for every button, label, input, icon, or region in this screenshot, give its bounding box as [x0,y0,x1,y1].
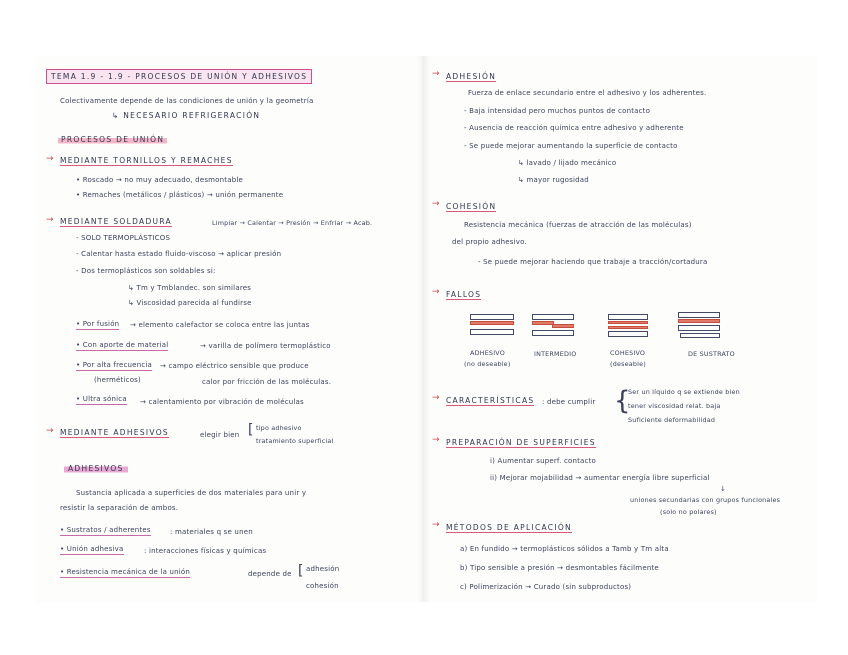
frecuencia-desc: → campo eléctrico sensible que produce [160,362,309,370]
resistencia-label: • Resistencia mecánica de la unión [60,568,191,576]
arrow-icon: → [432,520,440,530]
cohesion-heading: COHESIÓN [446,202,497,211]
caracteristica-3: Suficiente deformabilidad [628,416,716,424]
arrow-icon: → [46,154,54,164]
prep-item-1: i) Aumentar superf. contacto [490,457,597,465]
fallos-heading: FALLOS [446,290,482,299]
metodo-polimerizacion: c) Polimerización → Curado (sin subproductos) [460,583,632,591]
union-desc: : interacciones físicas y químicas [144,547,267,555]
adhesivos-heading: ADHESIVOS [64,464,128,473]
baja-intensidad: - Baja intensidad pero muchos puntos de contacto [464,107,651,115]
fallo-cohesivo-note: (deseable) [610,360,646,368]
sustratos-label: • Sustratos / adherentes [60,526,151,534]
lijado-note: ↳ lavado / lijado mecánico [518,159,617,167]
tornillos-heading: MEDIANTE TORNILLOS Y REMACHES [60,156,233,165]
arrow-icon: → [46,426,54,436]
soldadura-heading: MEDIANTE SOLDADURA [60,217,172,226]
resistencia-mecanica: Resistencia mecánica (fuerzas de atracción de las moléculas) [464,221,692,229]
procesos-heading: PROCESOS DE UNIÓN [58,135,167,144]
arrow-icon: → [432,393,440,403]
depende-de: depende de [248,570,292,578]
arrow-icon: → [432,69,440,79]
fusion-desc: → elemento calefactor se coloca entre las juntas [130,321,310,329]
propio-adhesivo: del propio adhesivo. [452,238,527,246]
mejorar-superficie: - Se puede mejorar aumentando la superficie de contacto [464,142,678,150]
elegir-bien: elegir bien [200,431,240,439]
arrow-icon: → [46,215,54,225]
brace-icon: { [614,386,631,416]
metodo-presion: b) Tipo sensible a presión → desmontables fácilmente [460,564,659,572]
rugosidad-note: ↳ mayor rugosidad [518,176,589,184]
arrow-icon: → [432,199,440,209]
adhesion-heading: ADHESIÓN [446,72,497,81]
brace-icon: [ [298,563,304,579]
tipo-adhesivo: tipo adhesivo [256,424,302,432]
arrow-icon: → [432,435,440,445]
caracteristica-1: Ser un líquido q se extiende bien [628,388,740,396]
fallo-sustrato-label: DE SUSTRATO [688,350,735,358]
sustratos-desc: : materiales q se unen [170,528,253,536]
hermeticos-note: (herméticos) [94,376,141,384]
sustancia-line2: resistir la separación de ambos. [60,504,179,512]
dos-termoplasticos-item: - Dos termoplásticos son soldables si: [76,267,216,275]
fuerza-enlace: Fuerza de enlace secundario entre el adhesivo y los adherentes. [468,89,707,97]
calentar-item: - Calentar hasta estado fluido-viscoso → aplicar presión [76,250,282,258]
prep-uniones: uniones secundarias con grupos funcionales [630,496,781,504]
soldadura-steps: Limpiar → Calentar → Presión → Enfriar → Acab. [212,219,373,227]
ultrasonica-label: • Ultra sónica [76,395,127,403]
caracteristicas-heading: CARACTERÍSTICAS [446,396,535,405]
aporte-label: • Con aporte de material [76,341,169,349]
page-title: TEMA 1.9 - 1.9 - PROCESOS DE UNIÓN Y ADHESIVOS [46,69,312,84]
prep-item-2: ii) Mejorar mojabilidad → aumentar energía libre superficial [490,474,710,482]
refrigeracion-note: ↳ NECESARIO REFRIGERACIÓN [112,111,261,120]
remaches-item: • Remaches (metálicos / plásticos) → unión permanente [76,191,284,199]
metodos-heading: MÉTODOS DE APLICACIÓN [446,523,572,532]
frecuencia-label: • Por alta frecuencia [76,361,153,369]
aporte-desc: → varilla de polímero termoplástico [200,342,331,350]
tm-condition: ↳ Tm y Tmblandec. son similares [128,284,252,292]
sustancia-line1: Sustancia aplicada a superficies de dos materiales para unir y [76,489,307,497]
metodo-fundido: a) En fundido → termoplásticos sólidos a Tamb y Tm alta [460,545,669,553]
friccion-desc: calor por fricción de las moléculas. [202,378,332,386]
left-notes-page [36,56,424,602]
fallo-intermedio-label: INTERMEDIO [534,350,577,358]
intro-line: Colectivamente depende de las condiciones de unión y la geometría [60,97,314,105]
traccion-note: - Se puede mejorar haciendo que trabaje a tracción/cortadura [478,258,708,266]
cohesion-word: cohesión [306,582,339,590]
ultrasonica-desc: → calentamiento por vibración de moléculas [140,398,304,406]
right-notes-page [424,56,818,602]
roscado-item: • Roscado → no muy adecuado, desmontable [76,176,244,184]
solo-termoplasticos: - SOLO TERMOPLÁSTICOS [76,234,171,242]
brace-icon: [ [248,422,254,438]
fusion-label: • Por fusión [76,320,120,328]
viscosidad-condition: ↳ Viscosidad parecida al fundirse [128,299,252,307]
union-label: • Unión adhesiva [60,545,124,553]
tratamiento-superficial: tratamiento superficial [256,437,334,445]
arrow-icon: → [432,287,440,297]
caracteristica-2: tener viscosidad relat. baja [628,402,721,410]
fallo-adhesivo-note: (no deseable) [464,360,511,368]
ausencia-reaccion: - Ausencia de reacción química entre adhesivo y adherente [464,124,684,132]
adhesion-word: adhesión [306,565,340,573]
debe-cumplir: : debe cumplir [542,398,596,406]
fallo-adhesivo-label: ADHESIVO [470,349,505,357]
preparacion-heading: PREPARACIÓN DE SUPERFICIES [446,438,596,447]
down-arrow-icon: ↓ [720,485,727,493]
adhesivos-method-heading: MEDIANTE ADHESIVOS [60,428,169,437]
prep-no-polares: (solo no polares) [660,508,717,516]
fallo-cohesivo-label: COHESIVO [610,349,646,357]
